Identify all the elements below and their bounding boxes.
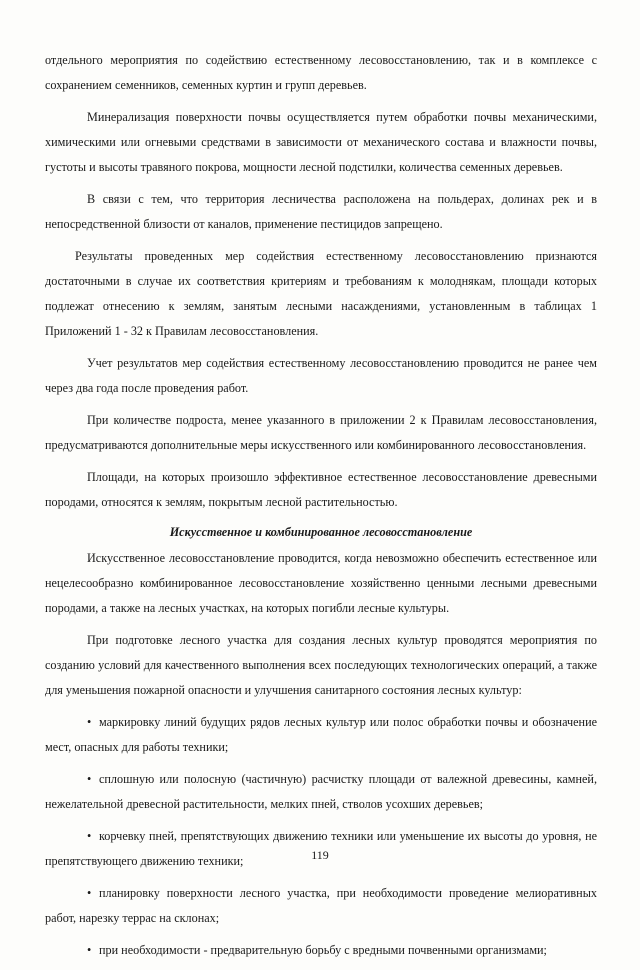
list-item [45,710,597,760]
paragraph-preparation: При подготовке лесного участка для создания лесных культур проводятся мероприятия по созданию условий для качественного выполнения всех последующих технологических операций, а также для уменьшения пожарной опасности и улучшения санитарного состояния лесных культур: [45,633,597,697]
paragraph-mineralization: Минерализация поверхности почвы осуществляется путем обработки почвы механическими, химическими или огневыми средствами в зависимости от механического состава и влажности почвы, густоты и высоты травяного покрова, мощности лесной подстилки, количества семенных деревьев. [45,110,597,174]
list-item [45,938,597,963]
page-number: 119 [311,848,329,862]
paragraph-areas: Площади, на которых произошло эффективное естественное лесовосстановление древесными породами, относятся к землям, покрытым лесной растительностью. [45,470,597,509]
paragraph-undergrowth: При количестве подроста, менее указанного в приложении 2 к Правилам лесовосстановления, предусматриваются дополнительные меры искусственного или комбинированного лесовосстановления. [45,413,597,452]
bullet-icon: • [87,715,92,729]
paragraph-pesticides: В связи с тем, что территория лесничества расположена на польдерах, долинах рек и в непосредственной близости от каналов, применение пестицидов запрещено. [45,192,597,231]
paragraph-accounting: Учет результатов мер содействия естественному лесовосстановлению проводится не ранее чем через два года после проведения работ. [45,356,597,395]
list-item-text: маркировку линий будущих рядов лесных культур или полос обработки почвы и обозначение мест, опасных для работы техники; [45,715,597,754]
list-item-text: планировку поверхности лесного участка, при необходимости проведение мелиоративных работ, нарезку террас на склонах; [45,886,597,925]
page-content [45,48,597,970]
section-heading: Искусственное и комбинированное лесовосстановление [169,525,473,539]
paragraph-continuation: отдельного мероприятия по содействию естественному лесовосстановлению, так и в комплексе с сохранением семенников, семенных куртин и групп деревьев. [45,53,597,92]
list-item-text: сплошную или полосную (частичную) расчистку площади от валежной древесины, камней, нежелательной древесной растительности, мелких пней, стволов усохших деревьев; [45,772,597,811]
paragraph-results: Результаты проведенных мер содействия естественному лесовосстановлению признаются достаточными в случае их соответствия критериям и требованиям к молоднякам, площади которых подлежат отнесению к землям, занятым лесными насаждениями, установленным в таблицах 1 Приложений 1 - 32 к Правилам лесовосстановления. [45,249,597,338]
list-item [45,881,597,931]
list-item-text: при необходимости - предварительную борьбу с вредными почвенными организмами; [99,943,547,957]
bullet-icon: • [87,943,92,957]
paragraph-artificial: Искусственное лесовосстановление проводится, когда невозможно обеспечить естественное или нецелесообразно комбинированное лесовосстановление хозяйственно ценными лесными древесными породами, а также на лесных участках, на которых погибли лесные культуры. [45,551,597,615]
list-item-text: корчевку пней, препятствующих движению техники или уменьшение их высоты до уровня, не препятствующего движению техники; [45,829,597,868]
bullet-icon: • [87,886,92,900]
bullet-icon: • [87,772,92,786]
list-item [45,767,597,817]
bullet-icon: • [87,829,92,843]
